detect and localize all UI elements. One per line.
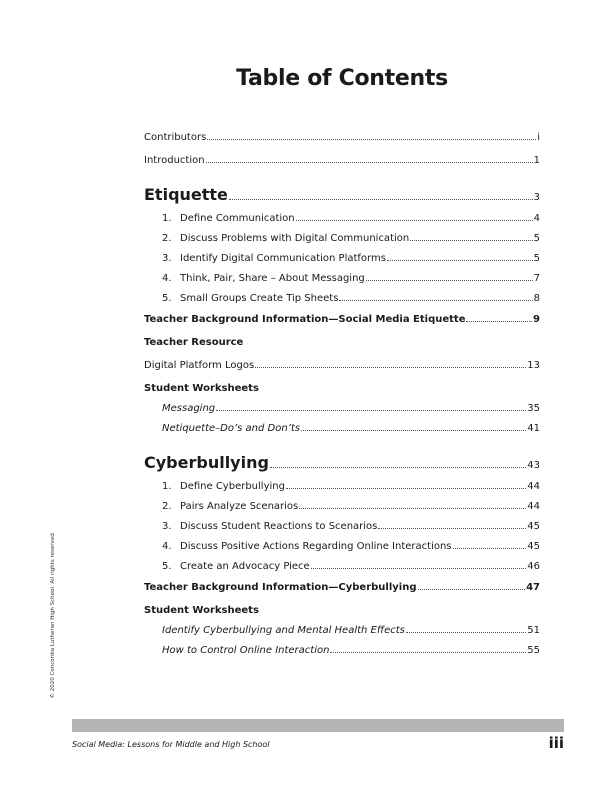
copyright-notice: © 2020 Concordia Lutheran High School. All rights reserved. <box>50 531 56 699</box>
toc-lesson[interactable] <box>162 561 540 572</box>
toc-page-number: 13 <box>527 360 540 371</box>
dot-leader <box>301 429 526 431</box>
dot-leader <box>378 527 526 529</box>
toc-entry-label: Discuss Problems with Digital Communication <box>180 233 410 244</box>
toc-worksheet[interactable] <box>162 645 540 656</box>
toc-worksheet[interactable] <box>162 403 540 414</box>
dot-leader <box>453 547 527 549</box>
lesson-number: 1. <box>162 213 172 224</box>
toc-entry-label: Messaging <box>162 403 216 414</box>
dot-leader <box>229 198 533 200</box>
dot-leader <box>466 320 532 322</box>
dot-leader <box>216 409 526 411</box>
toc-entry-label: Pairs Analyze Scenarios <box>180 501 299 512</box>
toc-page-number: 47 <box>526 582 540 593</box>
dot-leader <box>296 219 533 221</box>
toc-page-number: 5 <box>533 253 540 264</box>
dot-leader <box>387 259 533 261</box>
toc-entry-label: Digital Platform Logos <box>144 360 255 371</box>
toc-page-number: 7 <box>533 273 540 284</box>
dot-leader <box>206 161 533 163</box>
toc-lesson[interactable] <box>162 233 540 244</box>
toc-section-label: Etiquette <box>144 185 228 204</box>
toc-entry-label: Create an Advocacy Piece <box>180 561 310 572</box>
toc-page-number: 8 <box>533 293 540 304</box>
dot-leader <box>286 487 526 489</box>
toc-entry-contributors[interactable] <box>144 132 540 143</box>
toc-entry-label: How to Control Online Interaction <box>162 645 330 656</box>
toc-worksheet[interactable] <box>162 423 540 434</box>
lesson-number: 5. <box>162 561 172 572</box>
dot-leader <box>410 239 532 241</box>
lesson-number: 1. <box>162 481 172 492</box>
toc-entry-label: Netiquette–Do’s and Don’ts <box>162 423 301 434</box>
toc-page-number: 3 <box>533 192 540 203</box>
toc-page-number: 45 <box>527 521 540 532</box>
lesson-number: 3. <box>162 253 172 264</box>
toc-worksheet[interactable] <box>162 625 540 636</box>
lesson-number: 4. <box>162 541 172 552</box>
toc-entry-label: Think, Pair, Share – About Messaging <box>180 273 365 284</box>
dot-leader <box>330 651 526 653</box>
toc-entry-label: Identify Digital Communication Platforms <box>180 253 386 264</box>
toc-entry-label: Introduction <box>144 155 205 166</box>
toc-page-number: 44 <box>527 501 540 512</box>
toc-page-number: 1 <box>533 155 540 166</box>
footer-book-title: Social Media: Lessons for Middle and High School <box>72 740 270 749</box>
toc-lesson[interactable] <box>162 521 540 532</box>
toc-entry-teacher-background-etiquette[interactable] <box>144 314 540 325</box>
footer-bar <box>72 719 564 732</box>
dot-leader <box>255 366 526 368</box>
toc-lesson[interactable] <box>162 501 540 512</box>
toc-page-number: 4 <box>533 213 540 224</box>
toc-page-number: 43 <box>527 460 540 471</box>
toc-section-label: Cyberbullying <box>144 453 269 472</box>
toc-entry-teacher-background-cyberbullying[interactable] <box>144 582 540 593</box>
toc-entry-label: Contributors <box>144 132 207 143</box>
lesson-number: 5. <box>162 293 172 304</box>
toc-section-etiquette[interactable] <box>144 185 540 204</box>
toc-entry-introduction[interactable] <box>144 155 540 166</box>
page-title: Table of Contents <box>236 66 448 91</box>
toc-subheading-student-worksheets: Student Worksheets <box>144 383 259 394</box>
toc-entry-label: Teacher Background Information—Cyberbullying <box>144 582 417 593</box>
toc-subheading-teacher-resource: Teacher Resource <box>144 337 244 348</box>
toc-entry-label: Discuss Positive Actions Regarding Online Interactions <box>180 541 452 552</box>
toc-page-number: i <box>537 132 540 143</box>
toc-lesson[interactable] <box>162 541 540 552</box>
toc-entry-label: Teacher Background Information—Social Media Etiquette <box>144 314 466 325</box>
toc-entry-label: Identify Cyberbullying and Mental Health Effects <box>162 625 405 636</box>
lesson-number: 2. <box>162 233 172 244</box>
toc-page-number: 5 <box>533 233 540 244</box>
toc-entry-label: Discuss Student Reactions to Scenarios <box>180 521 378 532</box>
lesson-number: 4. <box>162 273 172 284</box>
toc-subheading-student-worksheets: Student Worksheets <box>144 605 259 616</box>
dot-leader <box>406 631 526 633</box>
toc-page-number: 46 <box>527 561 540 572</box>
dot-leader <box>311 567 527 569</box>
toc-entry-label: Small Groups Create Tip Sheets <box>180 293 339 304</box>
footer-page-number: iii <box>548 734 564 752</box>
lesson-number: 2. <box>162 501 172 512</box>
dot-leader <box>270 466 526 468</box>
dot-leader <box>299 507 526 509</box>
lesson-number: 3. <box>162 521 172 532</box>
dot-leader <box>339 299 532 301</box>
toc-lesson[interactable] <box>162 293 540 304</box>
toc-lesson[interactable] <box>162 253 540 264</box>
toc-entry-digital-platform-logos[interactable] <box>144 360 540 371</box>
toc-page-number: 35 <box>527 403 540 414</box>
toc-lesson[interactable] <box>162 273 540 284</box>
toc-page-number: 44 <box>527 481 540 492</box>
dot-leader <box>207 138 536 140</box>
toc-lesson[interactable] <box>162 213 540 224</box>
toc-entry-label: Define Communication <box>180 213 295 224</box>
toc-page-number: 41 <box>527 423 540 434</box>
toc-page-number: 55 <box>527 645 540 656</box>
toc-page-number: 9 <box>533 314 540 325</box>
toc-entry-label: Define Cyberbullying <box>180 481 285 492</box>
dot-leader <box>366 279 533 281</box>
toc-section-cyberbullying[interactable] <box>144 453 540 472</box>
toc-page-number: 51 <box>527 625 540 636</box>
toc-page-number: 45 <box>527 541 540 552</box>
toc-lesson[interactable] <box>162 481 540 492</box>
dot-leader <box>418 588 526 590</box>
